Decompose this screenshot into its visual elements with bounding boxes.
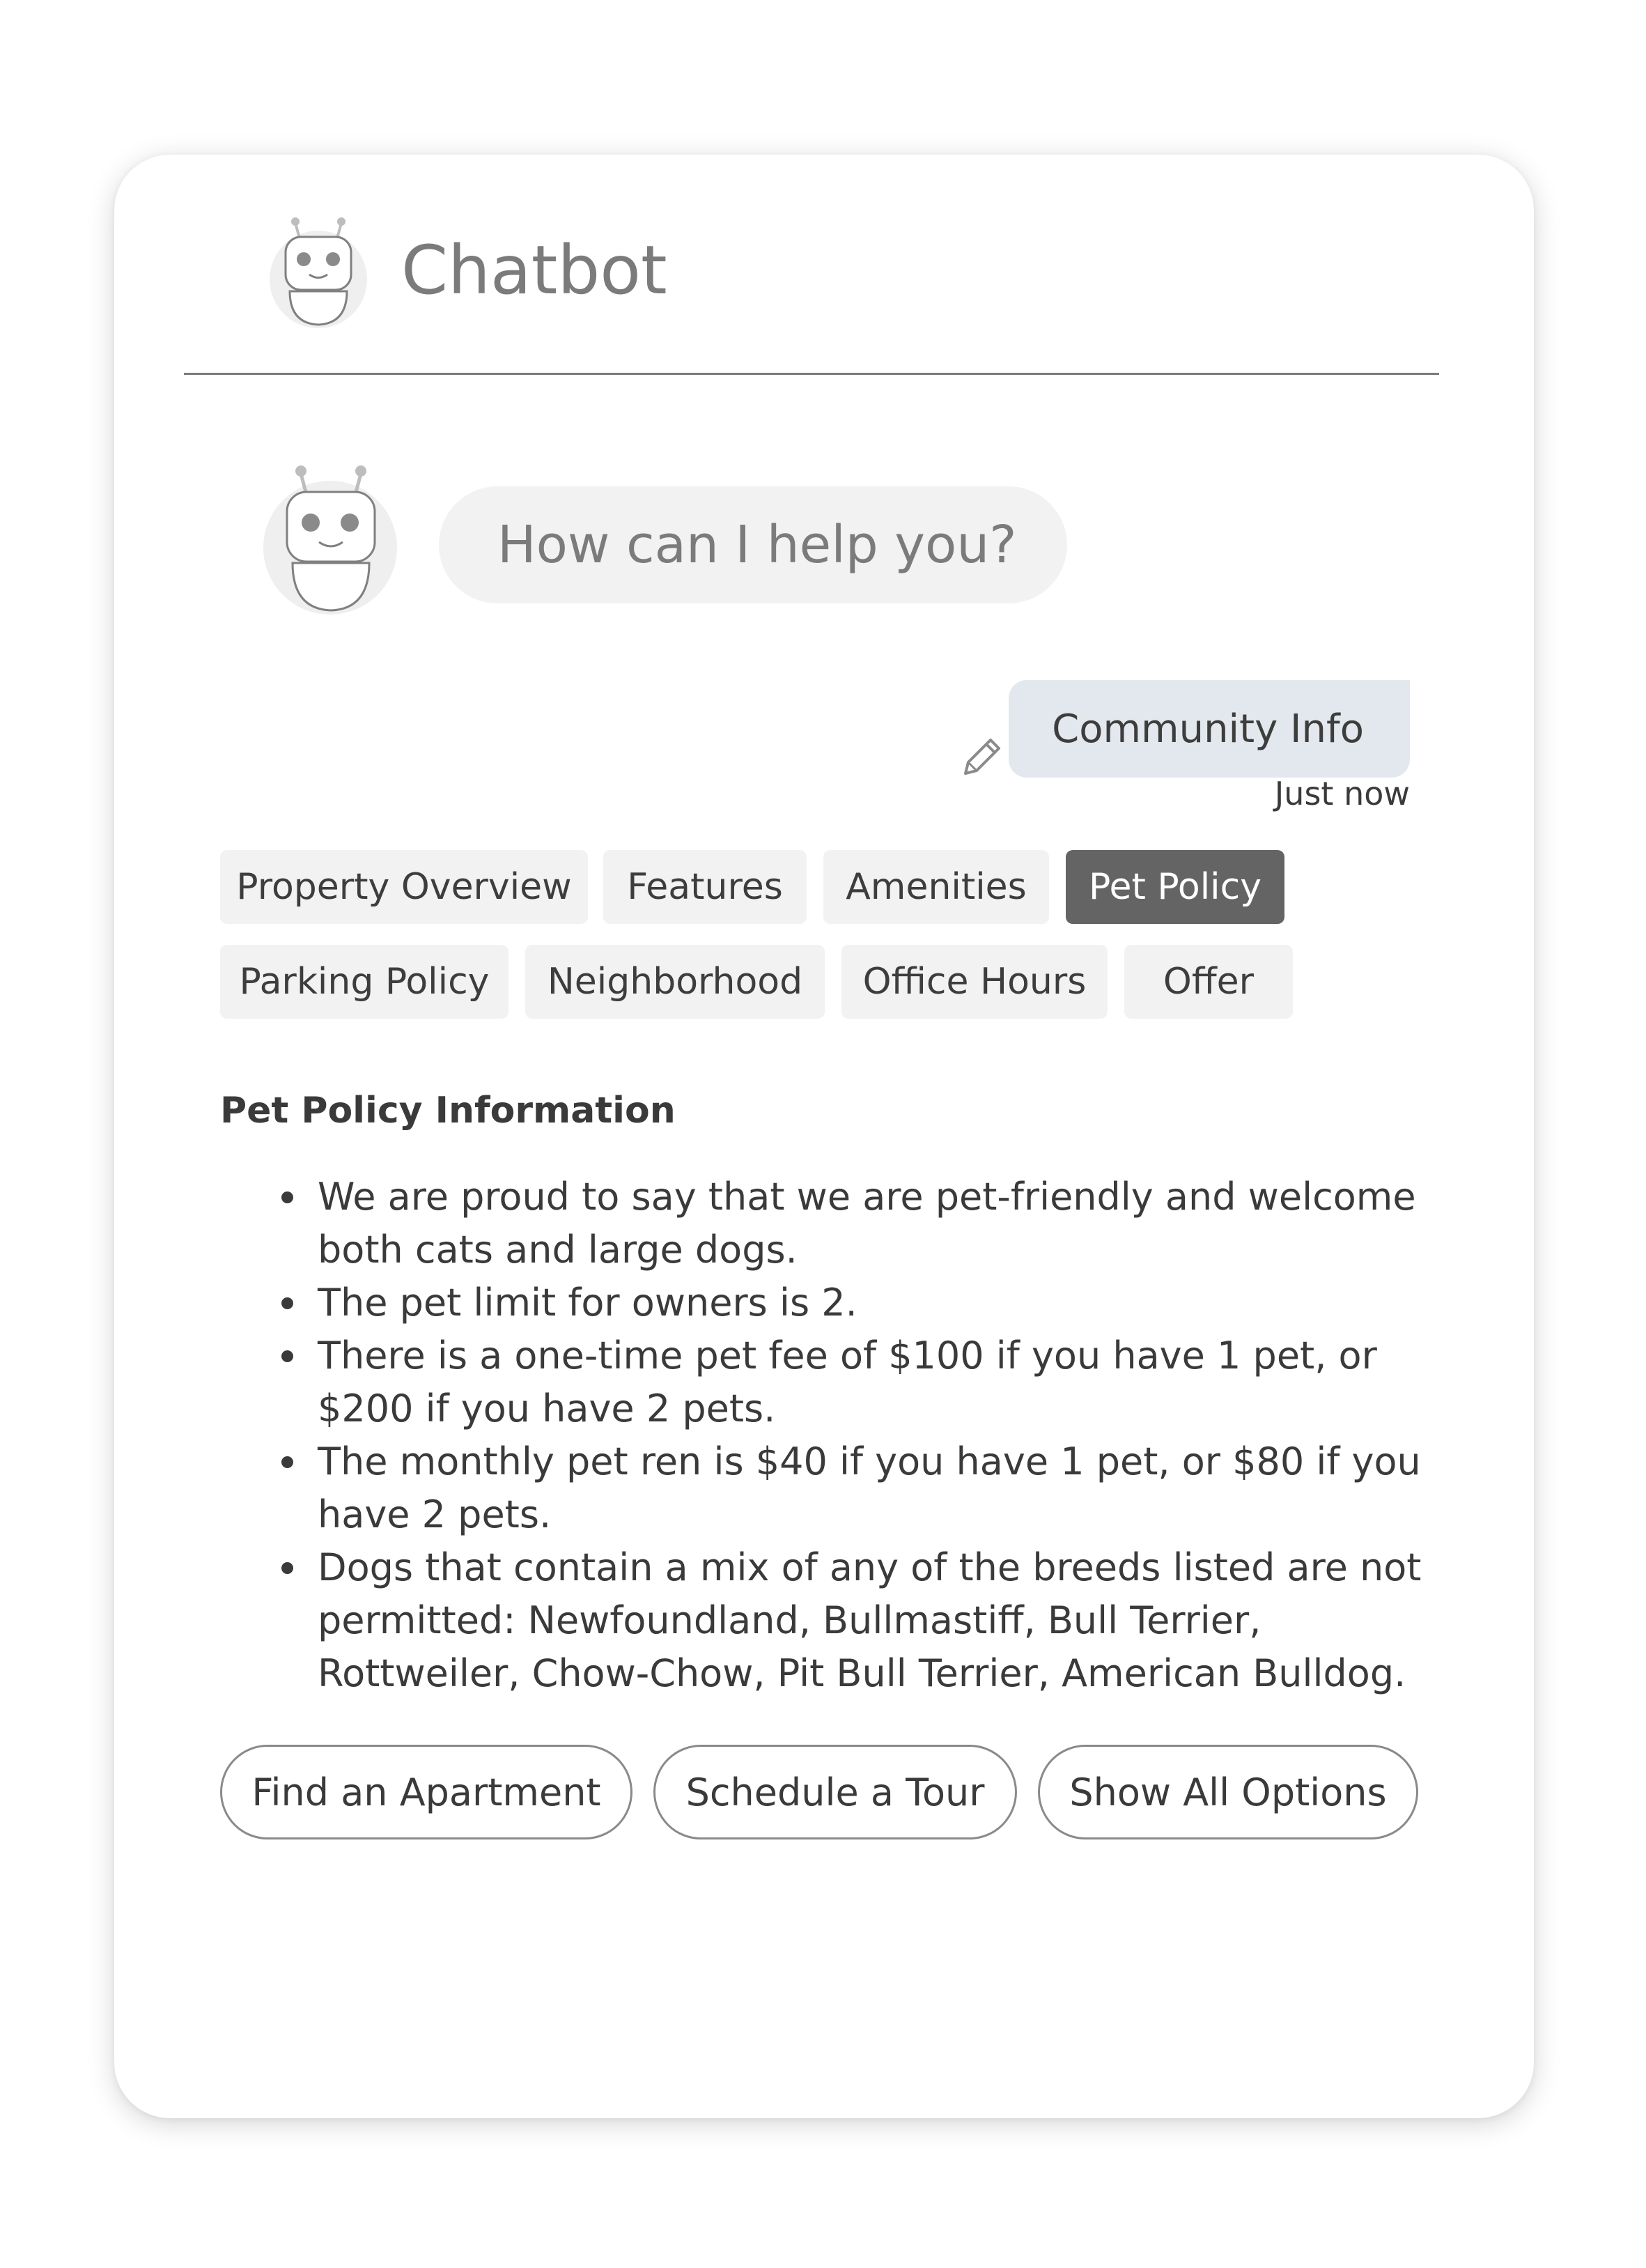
header-divider (184, 373, 1439, 375)
bot-avatar-icon (262, 461, 401, 622)
chip-features[interactable]: Features (603, 850, 807, 924)
user-message-bubble: Community Info (1009, 680, 1410, 778)
schedule-tour-button[interactable]: Schedule a Tour (653, 1745, 1017, 1839)
list-item: The monthly pet ren is $40 if you have 1 pet, or $80 if you have 2 pets. (318, 1435, 1467, 1541)
find-apartment-button[interactable]: Find an Apartment (220, 1745, 632, 1839)
chat-header (114, 155, 1534, 375)
quick-actions (220, 1745, 1474, 1842)
chip-parking-policy[interactable]: Parking Policy (220, 945, 508, 1019)
list-item: There is a one-time pet fee of $100 if you have 1 pet, or $200 if you have 2 pets. (318, 1329, 1467, 1435)
chip-property-overview[interactable]: Property Overview (220, 850, 588, 924)
pet-policy-title: Pet Policy Information (220, 1090, 676, 1132)
message-timestamp: Just now (1274, 775, 1410, 812)
pet-policy-list (318, 1171, 1467, 1700)
chip-pet-policy[interactable]: Pet Policy (1066, 850, 1284, 924)
chat-title: Chatbot (401, 231, 667, 309)
list-item: We are proud to say that we are pet-friendly and welcome both cats and large dogs. (318, 1171, 1467, 1276)
chip-amenities[interactable]: Amenities (823, 850, 1049, 924)
chip-neighborhood[interactable]: Neighborhood (525, 945, 825, 1019)
show-all-options-button[interactable]: Show All Options (1038, 1745, 1418, 1839)
list-item: The pet limit for owners is 2. (318, 1276, 1467, 1329)
robot-icon (266, 213, 371, 332)
list-item: Dogs that contain a mix of any of the breeds listed are not permitted: Newfoundland, Bullmastiff, Bull Terrier, Rottweiler, Chow-Chow, Pit Bull Terrier, American Bulldog. (318, 1541, 1467, 1700)
chip-office-hours[interactable]: Office Hours (841, 945, 1108, 1019)
chat-window (114, 155, 1534, 2118)
bot-message-bubble: How can I help you? (439, 486, 1067, 603)
chip-offer[interactable]: Offer (1124, 945, 1293, 1019)
pencil-icon[interactable] (956, 732, 1007, 783)
